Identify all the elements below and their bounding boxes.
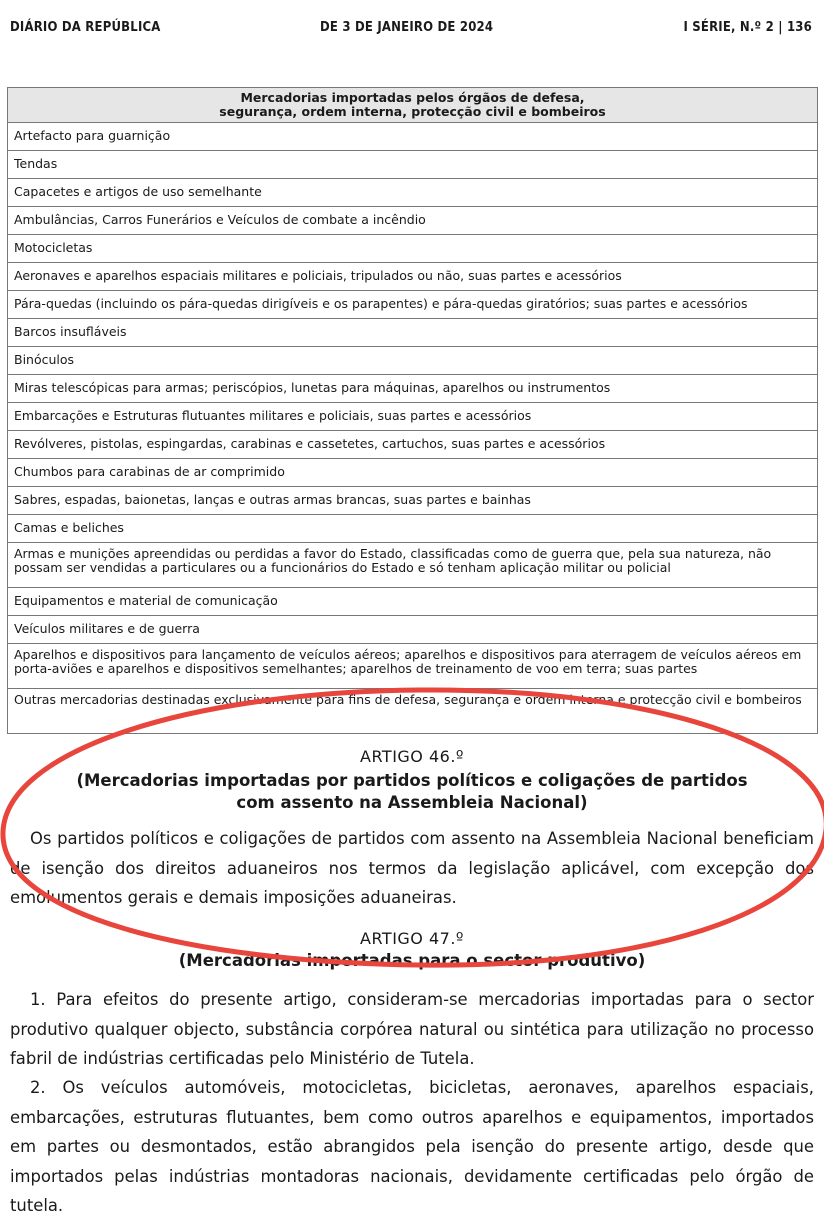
- article-46: [0, 747, 824, 814]
- article-46-title-line1: (Mercadorias importadas por partidos políticos e coligações de partidos: [76, 771, 748, 790]
- table-row: Camas e beliches: [8, 515, 818, 543]
- article-47: [0, 929, 824, 972]
- table-row: Artefacto para guarnição: [8, 123, 818, 151]
- table-header: [8, 88, 818, 123]
- table-row: Capacetes e artigos de uso semelhante: [8, 179, 818, 207]
- table-row: Sabres, espadas, baionetas, lanças e outras armas brancas, suas partes e bainhas: [8, 487, 818, 515]
- table-row: Equipamentos e material de comunicação: [8, 588, 818, 616]
- table-row: Veículos militares e de guerra: [8, 616, 818, 644]
- article-46-title-line2: com assento na Assembleia Nacional): [236, 793, 588, 812]
- table-header-line2: segurança, ordem interna, protecção civil e bombeiros: [219, 104, 606, 119]
- article-46-body: Os partidos políticos e coligações de partidos com assento na Assembleia Nacional beneficiam de isenção dos direitos aduaneiros nos termos da legislação aplicável, com excepção dos emolumentos gerais e demais imposições aduaneiras.: [10, 829, 814, 907]
- table-row: Motocicletas: [8, 235, 818, 263]
- table-row: Armas e munições apreendidas ou perdidas a favor do Estado, classificadas como de guerra que, pela sua natureza, não possam ser vendidas a particulares ou a funcionários do Estado e só tenham aplicação militar ou policial: [8, 543, 818, 588]
- table-row: Aeronaves e aparelhos espaciais militares e policiais, tripulados ou não, suas partes e acessórios: [8, 263, 818, 291]
- article-47-number: ARTIGO 47.º: [360, 929, 464, 948]
- table-header-line1: Mercadorias importadas pelos órgãos de defesa,: [240, 90, 585, 105]
- table-row: Aparelhos e dispositivos para lançamento de veículos aéreos; aparelhos e dispositivos para aterragem de veículos aéreos em porta-aviões e aparelhos e dispositivos semelhantes; aparelhos de treinamento de voo em terra; suas partes: [8, 644, 818, 689]
- table-row: Miras telescópicas para armas; periscópios, lunetas para máquinas, aparelhos ou instrumentos: [8, 375, 818, 403]
- table-row: Ambulâncias, Carros Funerários e Veículos de combate a incêndio: [8, 207, 818, 235]
- table-row: Pára-quedas (incluindo os pára-quedas dirigíveis e os parapentes) e pára-quedas giratórios; suas partes e acessórios: [8, 291, 818, 319]
- article-47-paragraph-1: 1. Para efeitos do presente artigo, consideram-se mercadorias importadas para o sector produtivo qualquer objecto, substância corpórea natural ou sintética para utilização no processo fabril de indústrias certificadas pelo Ministério de Tutela.: [10, 990, 814, 1068]
- article-46-number: ARTIGO 46.º: [360, 747, 464, 766]
- publication-date: DE 3 DE JANEIRO DE 2024: [320, 20, 494, 35]
- page-header: [10, 20, 812, 40]
- article-47-paragraph-2: 2. Os veículos automóveis, motocicletas, bicicletas, aeronaves, aparelhos espaciais, embarcações, estruturas flutuantes, bem como outros aparelhos e equipamentos, importados em partes ou desmontados, estão abrangidos pela isenção do presente artigo, desde que importados pelas indústrias montadoras nacionais, devidamente certificadas pelo órgão de tutela.: [10, 1078, 814, 1215]
- table-row: Chumbos para carabinas de ar comprimido: [8, 459, 818, 487]
- publication-name: DIÁRIO DA REPÚBLICA: [10, 20, 161, 35]
- article-47-title: (Mercadorias importadas para o sector produtivo): [178, 951, 646, 970]
- table-row: Barcos insufláveis: [8, 319, 818, 347]
- table-row: Binóculos: [8, 347, 818, 375]
- table-row: Tendas: [8, 151, 818, 179]
- series-page-number: I SÉRIE, N.º 2 | 136: [683, 20, 812, 35]
- table-row: Outras mercadorias destinadas exclusivamente para fins de defesa, segurança e ordem interna e protecção civil e bombeiros: [8, 689, 818, 734]
- table-row: Embarcações e Estruturas flutuantes militares e policiais, suas partes e acessórios: [8, 403, 818, 431]
- table-row: Revólveres, pistolas, espingardas, carabinas e cassetetes, cartuchos, suas partes e acessórios: [8, 431, 818, 459]
- goods-table: [7, 87, 818, 734]
